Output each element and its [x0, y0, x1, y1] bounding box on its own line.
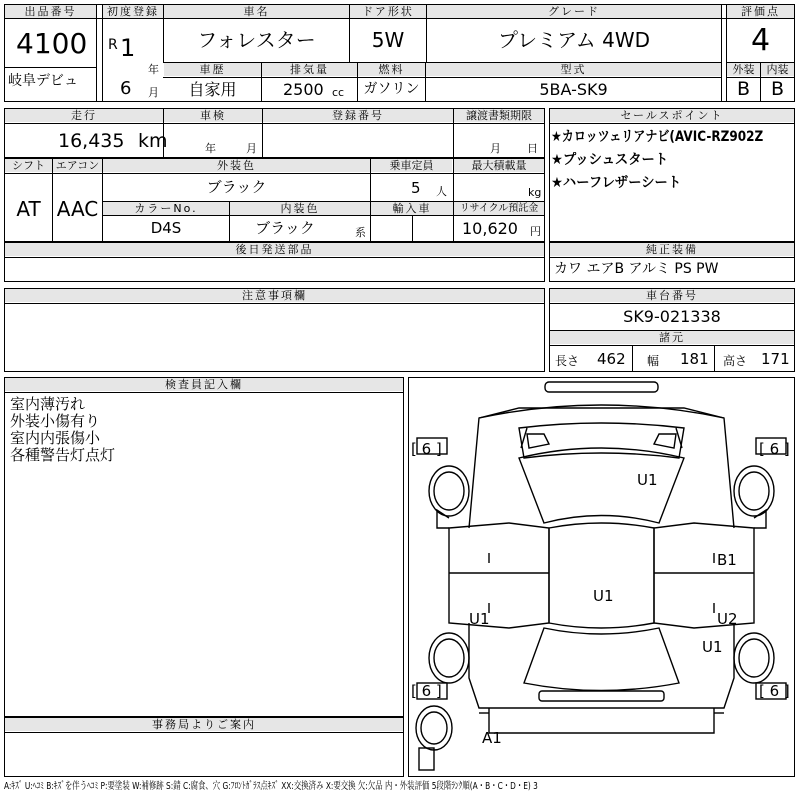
car-name-label: 車名	[164, 5, 349, 18]
inspection-month-unit: 月	[246, 142, 257, 155]
inspector-note-3: 室内内張傷小	[10, 429, 101, 447]
reg-month: 6	[120, 78, 132, 99]
later-parts-label: 後日発送部品	[5, 243, 544, 256]
recycle-label: リサイクル預託金	[454, 202, 544, 215]
exterior-grade-label: 外装	[727, 63, 760, 76]
yen-unit: 円	[530, 225, 541, 238]
shift-label: シフト	[5, 159, 52, 172]
mileage-label: 走行	[5, 109, 163, 122]
sales-point-2: ★プッシュスタート	[551, 152, 669, 168]
door-label: ドア形状	[350, 5, 426, 18]
mileage-value: 16,435	[58, 130, 125, 152]
kg-unit: kg	[528, 186, 542, 199]
color-no-label: カラーNo.	[103, 202, 229, 215]
ac-label: エアコン	[53, 159, 102, 172]
inspector-note-1: 室内薄汚れ	[10, 395, 86, 413]
history-label: 車歴	[164, 63, 261, 76]
tire-rl-mark: [ 6 ]	[411, 682, 442, 700]
score: 4	[750, 23, 771, 58]
ext-color-value: ブラック	[206, 178, 267, 196]
equipment-value: カワ エアB アルミ PS PW	[554, 261, 719, 277]
int-color-value: ブラック	[255, 219, 315, 237]
equipment-label: 純正装備	[550, 243, 794, 256]
car-diagram	[408, 377, 795, 777]
exterior-grade: B	[736, 78, 751, 100]
chassis-no-label: 車台番号	[550, 289, 794, 302]
inspection-year-unit: 年	[205, 142, 216, 155]
length-label: 長さ	[555, 354, 580, 368]
max-load-label: 最大積載量	[454, 159, 544, 172]
interior-grade-label: 内装	[761, 63, 794, 76]
car-outline-svg	[409, 378, 794, 776]
width-label: 幅	[647, 354, 660, 368]
specs-label: 諸元	[550, 331, 794, 344]
right-rear-fender-mark: U1	[702, 638, 723, 656]
lot-no-label: 出品番号	[5, 5, 96, 18]
reg-year: 1	[120, 34, 136, 62]
roof-mark: U1	[593, 587, 614, 605]
import-label: 輸入車	[371, 202, 453, 215]
inspector-note-2: 外装小傷有り	[10, 412, 101, 430]
grade-label: グレード	[427, 5, 721, 18]
inspector-label: 検査員記入欄	[5, 378, 403, 391]
height-label: 高さ	[723, 354, 748, 368]
notes-label: 注意事項欄	[5, 289, 544, 302]
displacement: 2500	[283, 80, 324, 99]
capacity-label: 乗車定員	[371, 159, 452, 172]
sales-point-3: ★ハーフレザーシート	[551, 175, 682, 191]
score-label: 評価点	[727, 5, 794, 18]
cc-unit: cc	[332, 86, 345, 99]
tire-rr-mark: [ 6 ]	[759, 682, 790, 700]
car-name: フォレスター	[197, 28, 316, 52]
color-no-value: D4S	[150, 219, 182, 237]
sales-point-1: ★カロッツェリアナビ(AVIC-RZ902Z	[551, 129, 764, 145]
hood-mark: U1	[637, 471, 658, 489]
width-value: 181	[680, 350, 709, 368]
fuel: ガソリン	[363, 81, 420, 97]
year-unit: 年	[148, 63, 159, 76]
kei-unit: 系	[355, 226, 366, 239]
right-front-door-mark: B1	[717, 551, 737, 569]
fuel-label: 燃料	[358, 63, 425, 76]
inspection-label: 車検	[164, 109, 262, 122]
car-history: 自家用	[188, 80, 237, 99]
capacity-value: 5	[411, 179, 421, 197]
int-color-label: 内装色	[230, 202, 370, 215]
interior-grade: B	[770, 78, 785, 100]
km-unit: km	[138, 130, 168, 152]
left-rear-door-mark: U1	[469, 610, 490, 628]
door-type: 5W	[371, 28, 405, 52]
transfer-day-unit: 日	[527, 142, 538, 155]
reg-no-label: 登録番号	[263, 109, 453, 122]
chassis-no-value: SK9-021338	[623, 307, 721, 326]
sales-point-label: セールスポイント	[550, 109, 794, 122]
office-label: 事務局よりご案内	[5, 718, 403, 731]
model-code: 5BA-SK9	[539, 80, 608, 99]
first-reg-label: 初度登録	[103, 5, 163, 18]
model-label: 型式	[426, 63, 721, 76]
debut-label: 岐阜デビュ	[8, 73, 78, 89]
displacement-label: 排気量	[262, 63, 357, 76]
person-unit: 人	[436, 185, 447, 198]
transfer-month-unit: 月	[490, 142, 501, 155]
tire-fl-mark: [ 6 ]	[411, 440, 442, 458]
tire-fr-mark: [ 6 ]	[759, 440, 790, 458]
height-value: 171	[761, 350, 790, 368]
inspector-note-4: 各種警告灯点灯	[10, 446, 116, 464]
right-rear-door-mark: U2	[717, 610, 738, 628]
length-value: 462	[597, 350, 626, 368]
ext-color-label: 外装色	[103, 159, 370, 172]
grade: プレミアム 4WD	[497, 28, 651, 52]
month-unit: 月	[148, 86, 159, 99]
recycle-value: 10,620	[462, 219, 518, 238]
legend-text: A:ｷｽﾞ U:ﾍｺﾐ B:ｷｽﾞを伴うﾍｺﾐ P:要塗装 W:補修跡 S:錆 C:腐食、穴 G:ﾌﾛﾝﾄｶﾞﾗｽ点ｷｽﾞ XX:交換済み X:要交換 欠:欠品 内・外装評価 5段階ﾗﾝｸ順(A・B・C・D・E) 3	[4, 781, 538, 792]
lot-number: 4100	[16, 27, 88, 60]
era: R	[108, 37, 118, 53]
shift-value: AT	[16, 197, 41, 221]
rear-mark: A1	[482, 729, 502, 747]
transfer-label: 譲渡書類期限	[454, 109, 544, 122]
ac-value: AAC	[56, 197, 99, 221]
